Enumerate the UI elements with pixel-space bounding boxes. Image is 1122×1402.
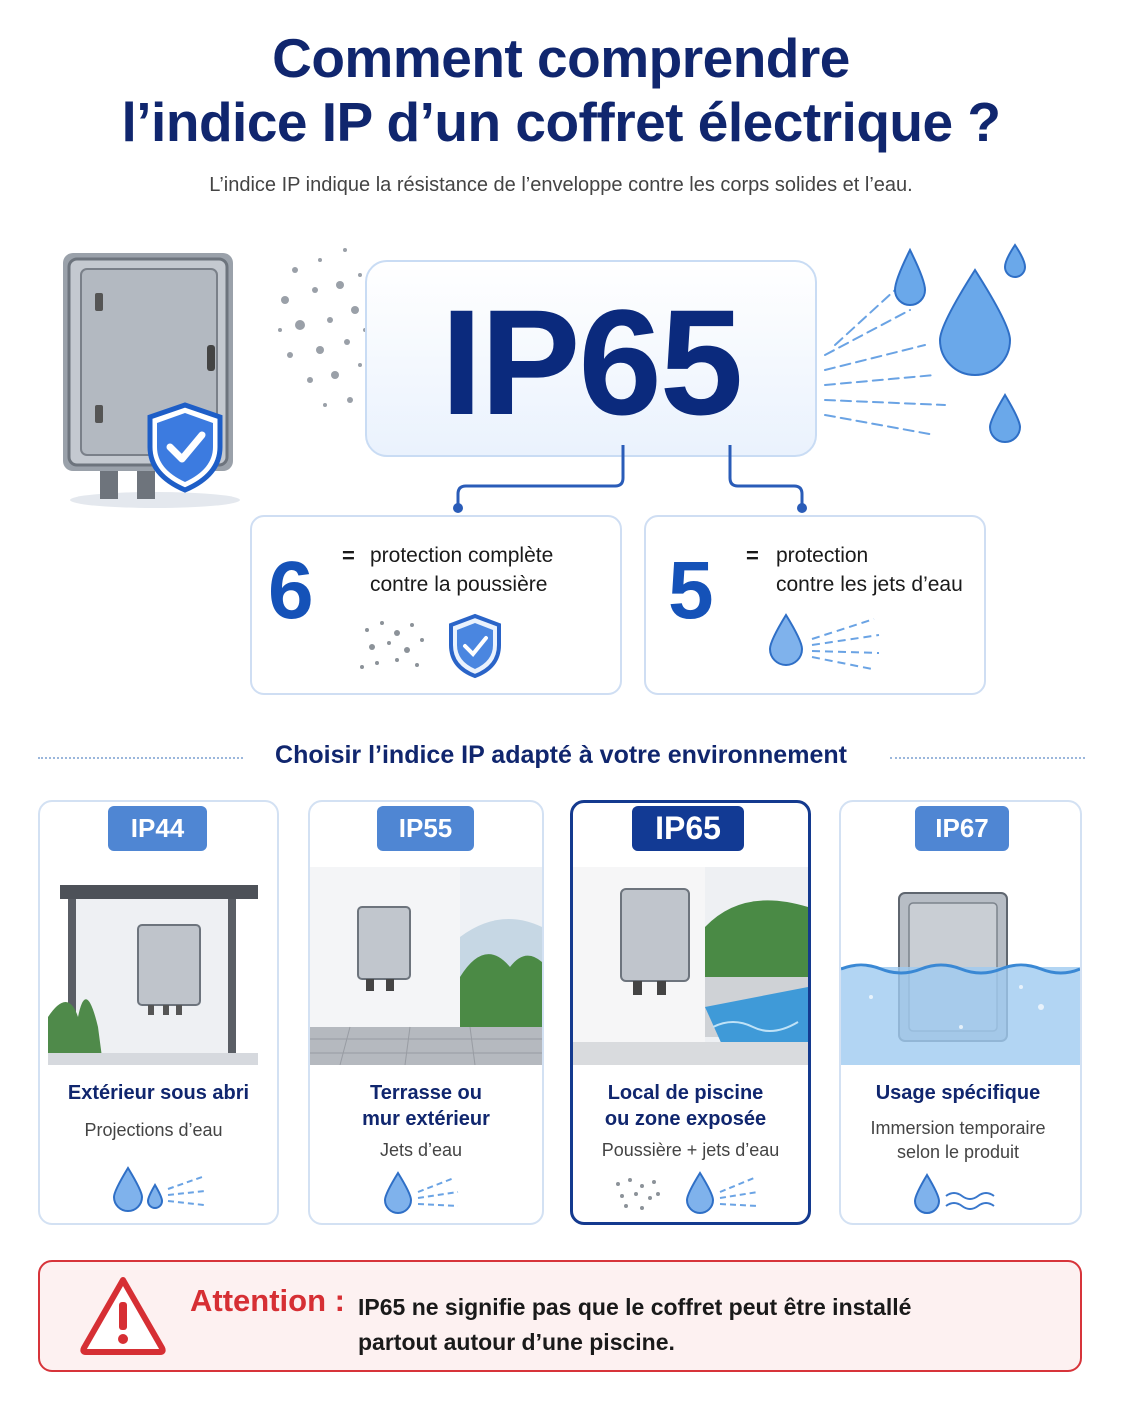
dust-icon — [357, 615, 437, 675]
page-subtitle: L’indice IP indique la résistance de l’enveloppe contre les corps solides et l’eau. — [209, 174, 913, 196]
warning-line-2: partout autour d’une piscine. — [358, 1329, 675, 1355]
env-title-ip65-line-2: ou zone exposée — [604, 1108, 767, 1130]
env-sub-ip65: Poussière + jets d’eau — [601, 1140, 780, 1160]
badge-ip55: IP55 — [377, 806, 474, 851]
digit-6-line-2: contre la poussière — [370, 573, 548, 596]
digit-5-line-1: protection — [776, 544, 869, 567]
env-title-ip67-line-1: Usage spécifique — [875, 1082, 1041, 1104]
shield-check-icon — [447, 613, 503, 679]
dust-icon — [616, 1178, 660, 1210]
hero-rating-box — [365, 260, 817, 457]
env-title-ip65-line-1: Local de piscine — [607, 1082, 764, 1104]
env-sub-ip44: Projections d’eau — [84, 1120, 223, 1140]
badge-ip44: IP44 — [108, 806, 207, 851]
scene-shelter — [48, 867, 258, 1065]
water-jet-icon — [815, 235, 1055, 455]
digit-6-line-1: protection complète — [370, 544, 554, 567]
digit-6-description — [370, 541, 553, 599]
badge-ip67: IP67 — [915, 806, 1009, 851]
env-title-ip55 — [308, 1080, 544, 1132]
water-drop-icon — [770, 615, 802, 665]
enclosure-icon — [55, 245, 255, 510]
divider-right — [890, 757, 1085, 759]
digit-5-line-2: contre les jets d’eau — [776, 573, 963, 596]
water-jet-icon — [110, 1165, 210, 1215]
scene-terrace — [310, 867, 542, 1065]
hero-rating: IP65 — [440, 278, 742, 446]
digit-5: 5 — [668, 545, 714, 636]
water-drop-icon — [915, 1175, 939, 1213]
scene-immersion — [841, 867, 1080, 1065]
env-sub-ip67-line-2: selon le produit — [896, 1142, 1020, 1162]
digit-5-description — [776, 541, 963, 599]
env-title-ip44 — [38, 1080, 279, 1106]
warning-triangle-icon — [78, 1274, 168, 1356]
dust-and-jet-icon — [612, 1170, 762, 1216]
water-jet-icon — [382, 1170, 462, 1216]
title-line-2: l’indice IP d’un coffret électrique ? — [121, 91, 1001, 153]
warning-line-1: IP65 ne signifie pas que le coffret peut être installé — [358, 1294, 912, 1320]
water-drop-icon — [895, 245, 1025, 442]
digit-card-water — [644, 515, 986, 695]
warning-label: Attention : — [190, 1283, 345, 1318]
equals-sign: = — [342, 543, 355, 568]
water-jet-icon — [764, 611, 884, 671]
env-title-ip55-line-1: Terrasse ou — [370, 1082, 482, 1104]
dust-icon — [265, 230, 375, 430]
env-sub-ip55: Jets d’eau — [379, 1140, 463, 1160]
shield-check-icon — [150, 405, 220, 490]
warning-text — [358, 1290, 911, 1360]
section-title: Choisir l’indice IP adapté à votre environnement — [275, 741, 847, 769]
env-title-ip67 — [839, 1080, 1077, 1106]
env-title-ip65 — [570, 1080, 801, 1132]
title-line-1: Comment comprendre — [272, 27, 850, 89]
digit-card-dust — [250, 515, 622, 695]
digit-6: 6 — [268, 545, 314, 636]
env-title-ip44-line-1: Extérieur sous abri — [67, 1082, 250, 1104]
badge-ip65: IP65 — [632, 806, 744, 851]
env-title-ip55-line-2: mur extérieur — [362, 1108, 490, 1130]
equals-sign: = — [746, 543, 759, 568]
env-sub-ip67 — [839, 1116, 1077, 1164]
scene-pool — [573, 867, 808, 1065]
waves-icon — [912, 1172, 1002, 1216]
env-sub-ip67-line-1: Immersion temporaire — [870, 1118, 1046, 1138]
page-title — [0, 26, 1122, 154]
